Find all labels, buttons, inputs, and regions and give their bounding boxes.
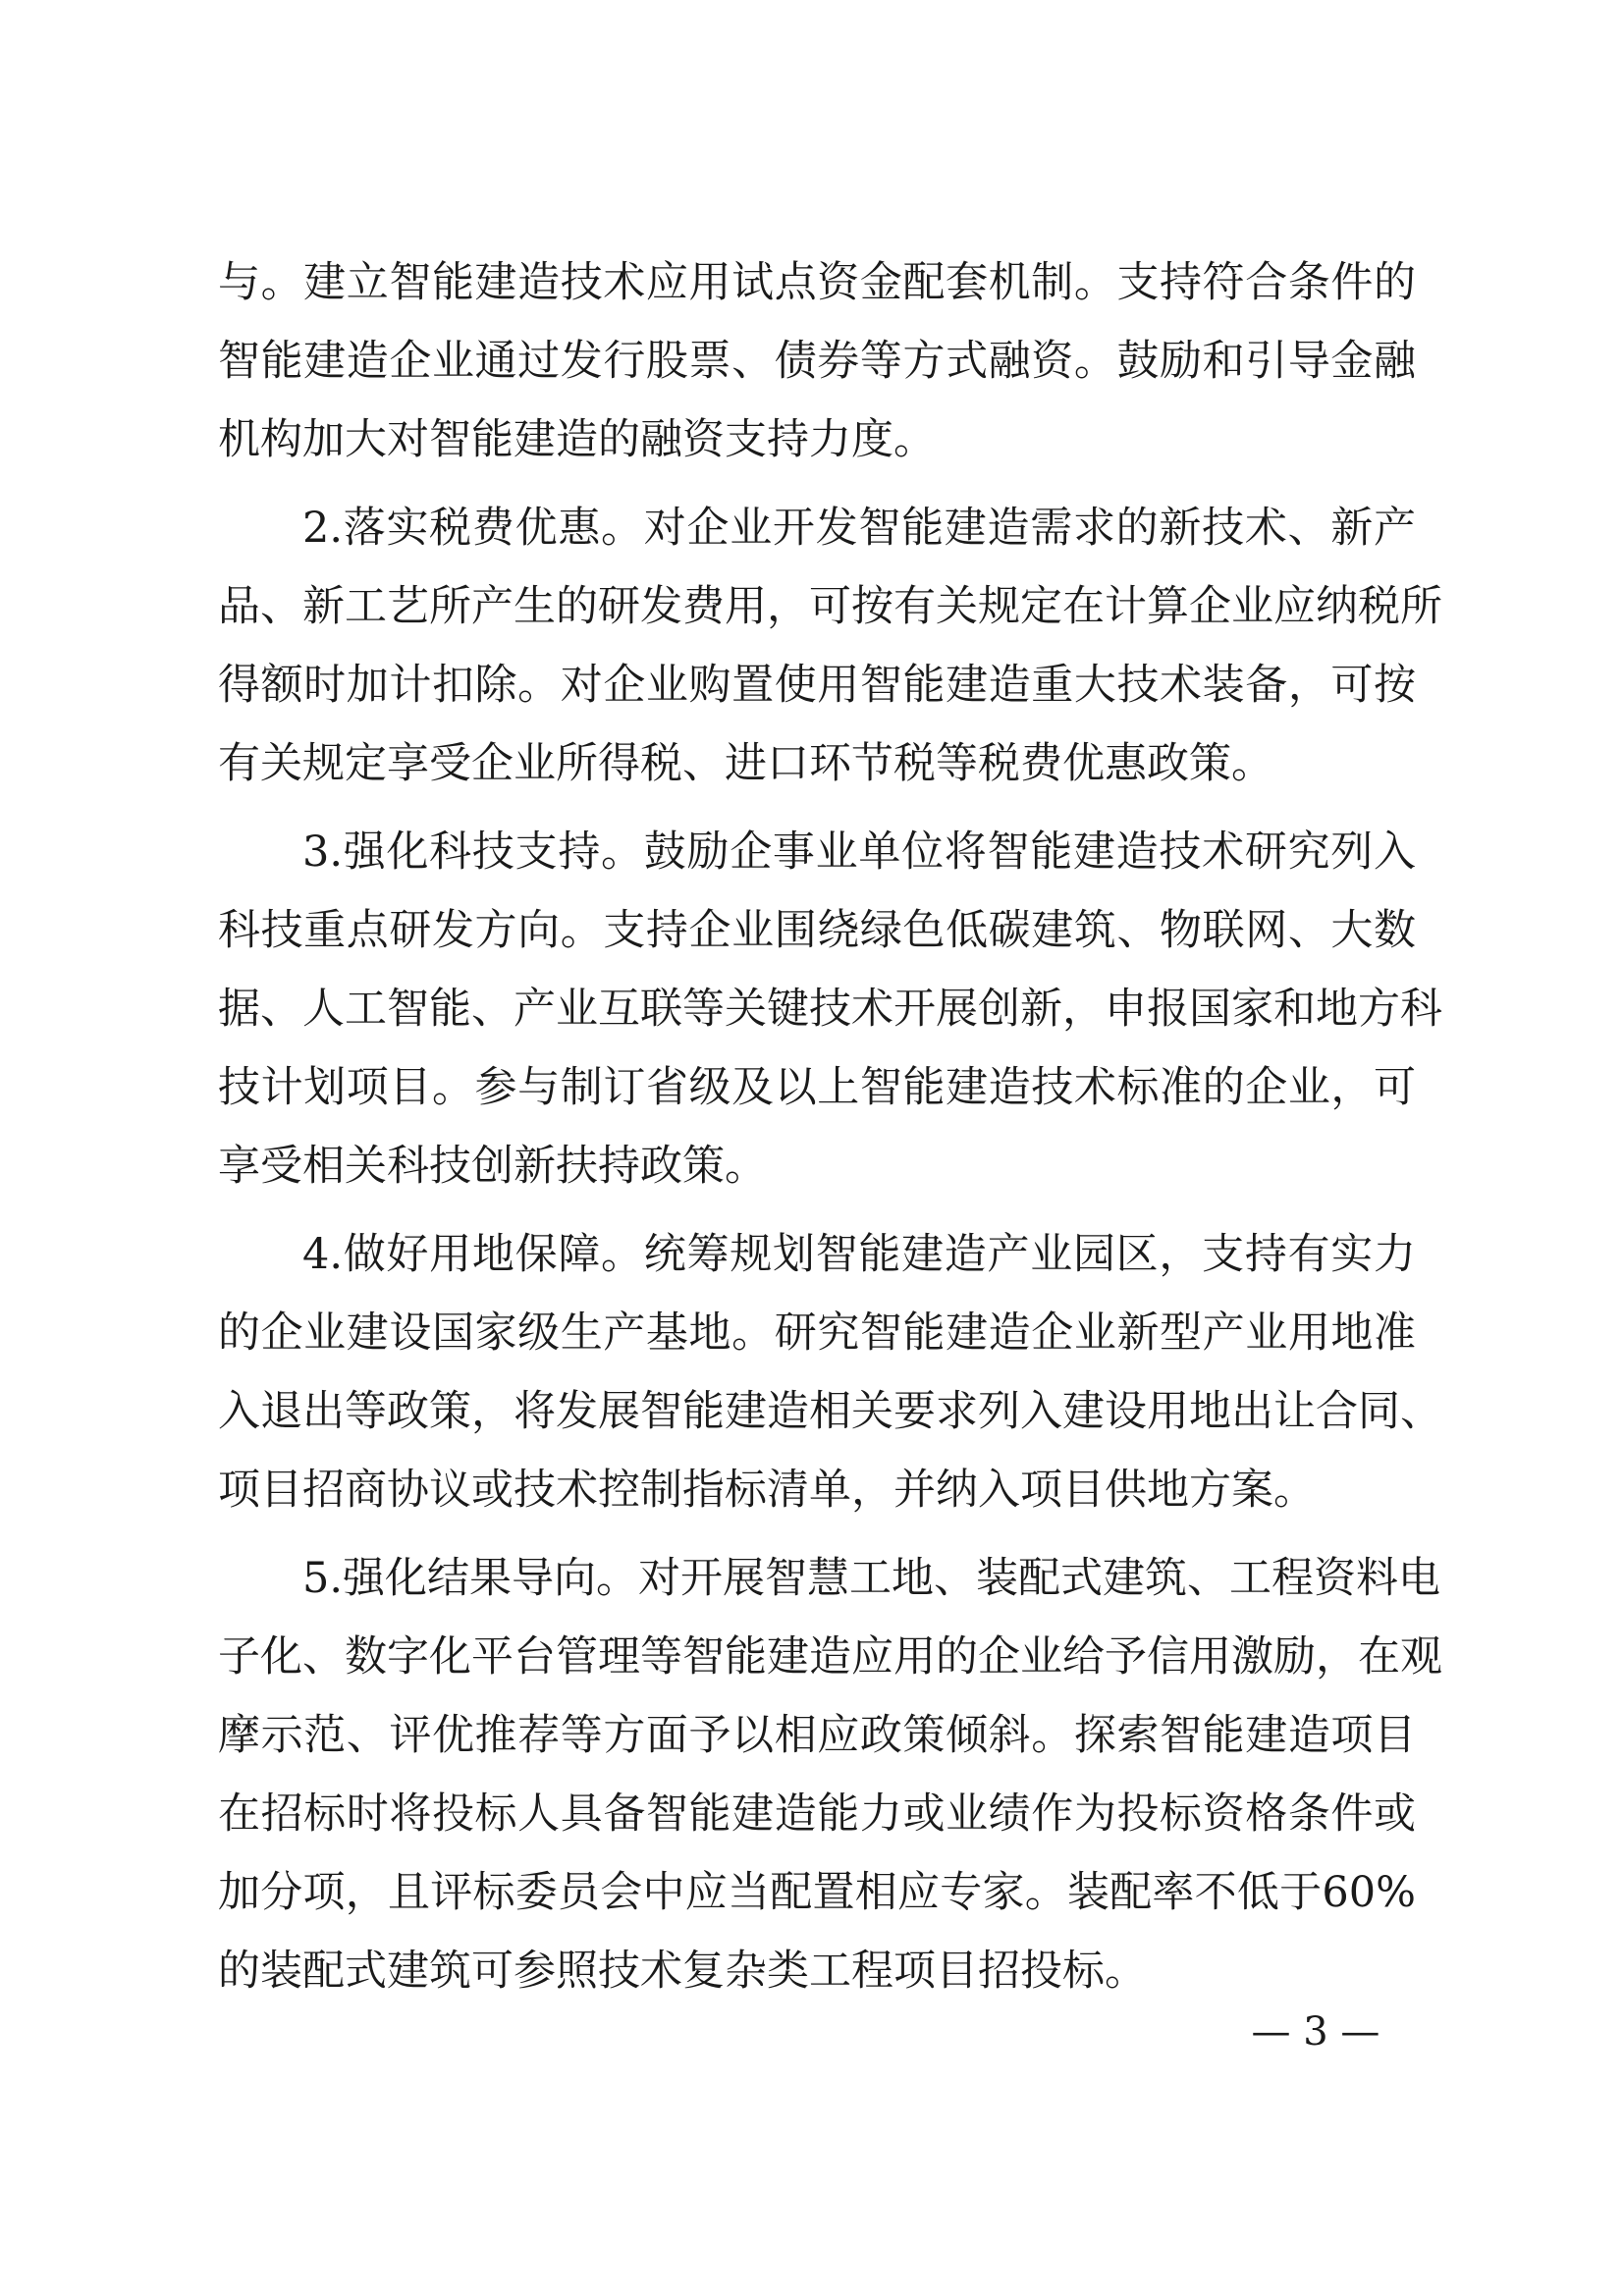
text-line: 4.做好用地保障。统筹规划智能建造产业园区，支持有实力: [302, 1230, 1416, 1279]
text-line: 智能建造企业通过发行股票、债券等方式融资。鼓励和引导金融: [218, 337, 1416, 386]
text-line: 品、新工艺所产生的研发费用，可按有关规定在计算企业应纳税所: [218, 582, 1442, 631]
text-line: 据、人工智能、产业互联等关键技术开展创新，申报国家和地方科: [218, 985, 1442, 1034]
text-line: 科技重点研发方向。支持企业围绕绿色低碳建筑、物联网、大数: [218, 906, 1416, 955]
text-line: 有关规定享受企业所得税、进口环节税等税费优惠政策。: [218, 739, 1273, 788]
text-line: 5.强化结果导向。对开展智慧工地、装配式建筑、工程资料电: [302, 1554, 1441, 1603]
text-line: 3.强化科技支持。鼓励企事业单位将智能建造技术研究列入: [302, 828, 1416, 877]
text-line: 在招标时将投标人具备智能建造能力或业绩作为投标资格条件或: [218, 1789, 1416, 1839]
text-line: 项目招商协议或技术控制指标清单，并纳入项目供地方案。: [218, 1466, 1316, 1515]
text-line: 享受相关科技创新扶持政策。: [218, 1142, 767, 1191]
text-line: 入退出等政策，将发展智能建造相关要求列入建设用地出让合同、: [218, 1387, 1442, 1436]
page-number: — 3 —: [1251, 2009, 1380, 2055]
text-line: 的企业建设国家级生产基地。研究智能建造企业新型产业用地准: [218, 1308, 1416, 1358]
text-line: 得额时加计扣除。对企业购置使用智能建造重大技术装备，可按: [218, 661, 1416, 710]
text-line: 摩示范、评优推荐等方面予以相应政策倾斜。探索智能建造项目: [218, 1711, 1416, 1760]
text-line: 2.落实税费优惠。对企业开发智能建造需求的新技术、新产: [302, 504, 1416, 553]
text-line: 机构加大对智能建造的融资支持力度。: [218, 415, 936, 464]
text-line: 子化、数字化平台管理等智能建造应用的企业给予信用激励，在观: [218, 1632, 1442, 1682]
text-line: 技计划项目。参与制订省级及以上智能建造技术标准的企业，可: [218, 1063, 1416, 1112]
text-line: 加分项，且评标委员会中应当配置相应专家。装配率不低于60%: [218, 1868, 1416, 1917]
text-line: 与。建立智能建造技术应用试点资金配套机制。支持符合条件的: [218, 258, 1416, 307]
text-line: 的装配式建筑可参照技术复杂类工程项目招投标。: [218, 1947, 1147, 1996]
